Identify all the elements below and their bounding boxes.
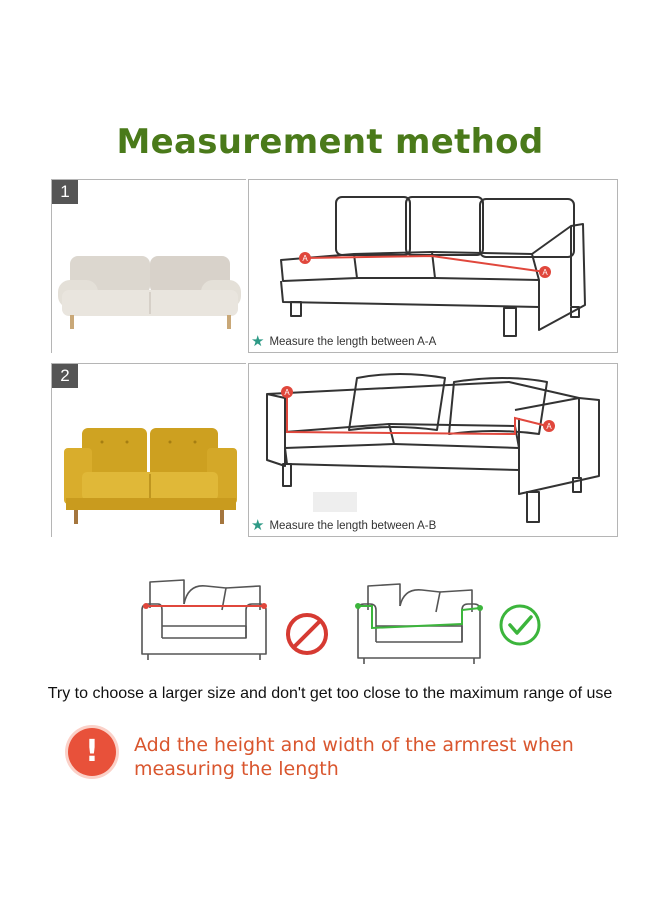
photo-panel-1: [51, 179, 246, 353]
marker-a-right-arm: A: [546, 422, 552, 431]
star-icon: ★: [251, 517, 265, 534]
marker-a-top-left: A: [284, 388, 290, 397]
diagram-panel-1: [248, 179, 618, 353]
panel-number-badge: 2: [52, 364, 78, 388]
marker-a-right: A: [542, 268, 548, 277]
wrong-measurement-sofa: [136, 576, 274, 662]
caption-2-text: Measure the length between A-B: [269, 519, 437, 532]
page-title: Measurement method: [116, 122, 544, 162]
check-icon: [498, 602, 542, 648]
diagram-panel-2: [248, 363, 618, 537]
yellow-sofa-photo: [52, 364, 247, 538]
armrest-note: Add the height and width of the armrest when measuring the length: [134, 734, 574, 780]
prohibited-icon: [284, 611, 330, 657]
panel-number-badge: 1: [52, 180, 78, 204]
caption-2: [251, 518, 436, 533]
sizing-tip: Try to choose a larger size and don't get too close to the maximum range of use: [47, 685, 613, 702]
exclamation-icon: [68, 728, 116, 776]
sofa-outline-diagram-a-b: [249, 364, 619, 538]
photo-panel-2: [51, 363, 246, 537]
beige-sofa-photo: [52, 180, 247, 354]
exclamation-symbol: !: [85, 734, 99, 769]
marker-a-left: A: [302, 254, 308, 263]
correct-measurement-sofa: [352, 580, 490, 666]
star-icon: ★: [251, 333, 265, 350]
caption-1: [251, 334, 436, 349]
sofa-outline-diagram-a-a: [249, 180, 619, 354]
caption-1-text: Measure the length between A-A: [269, 335, 437, 348]
